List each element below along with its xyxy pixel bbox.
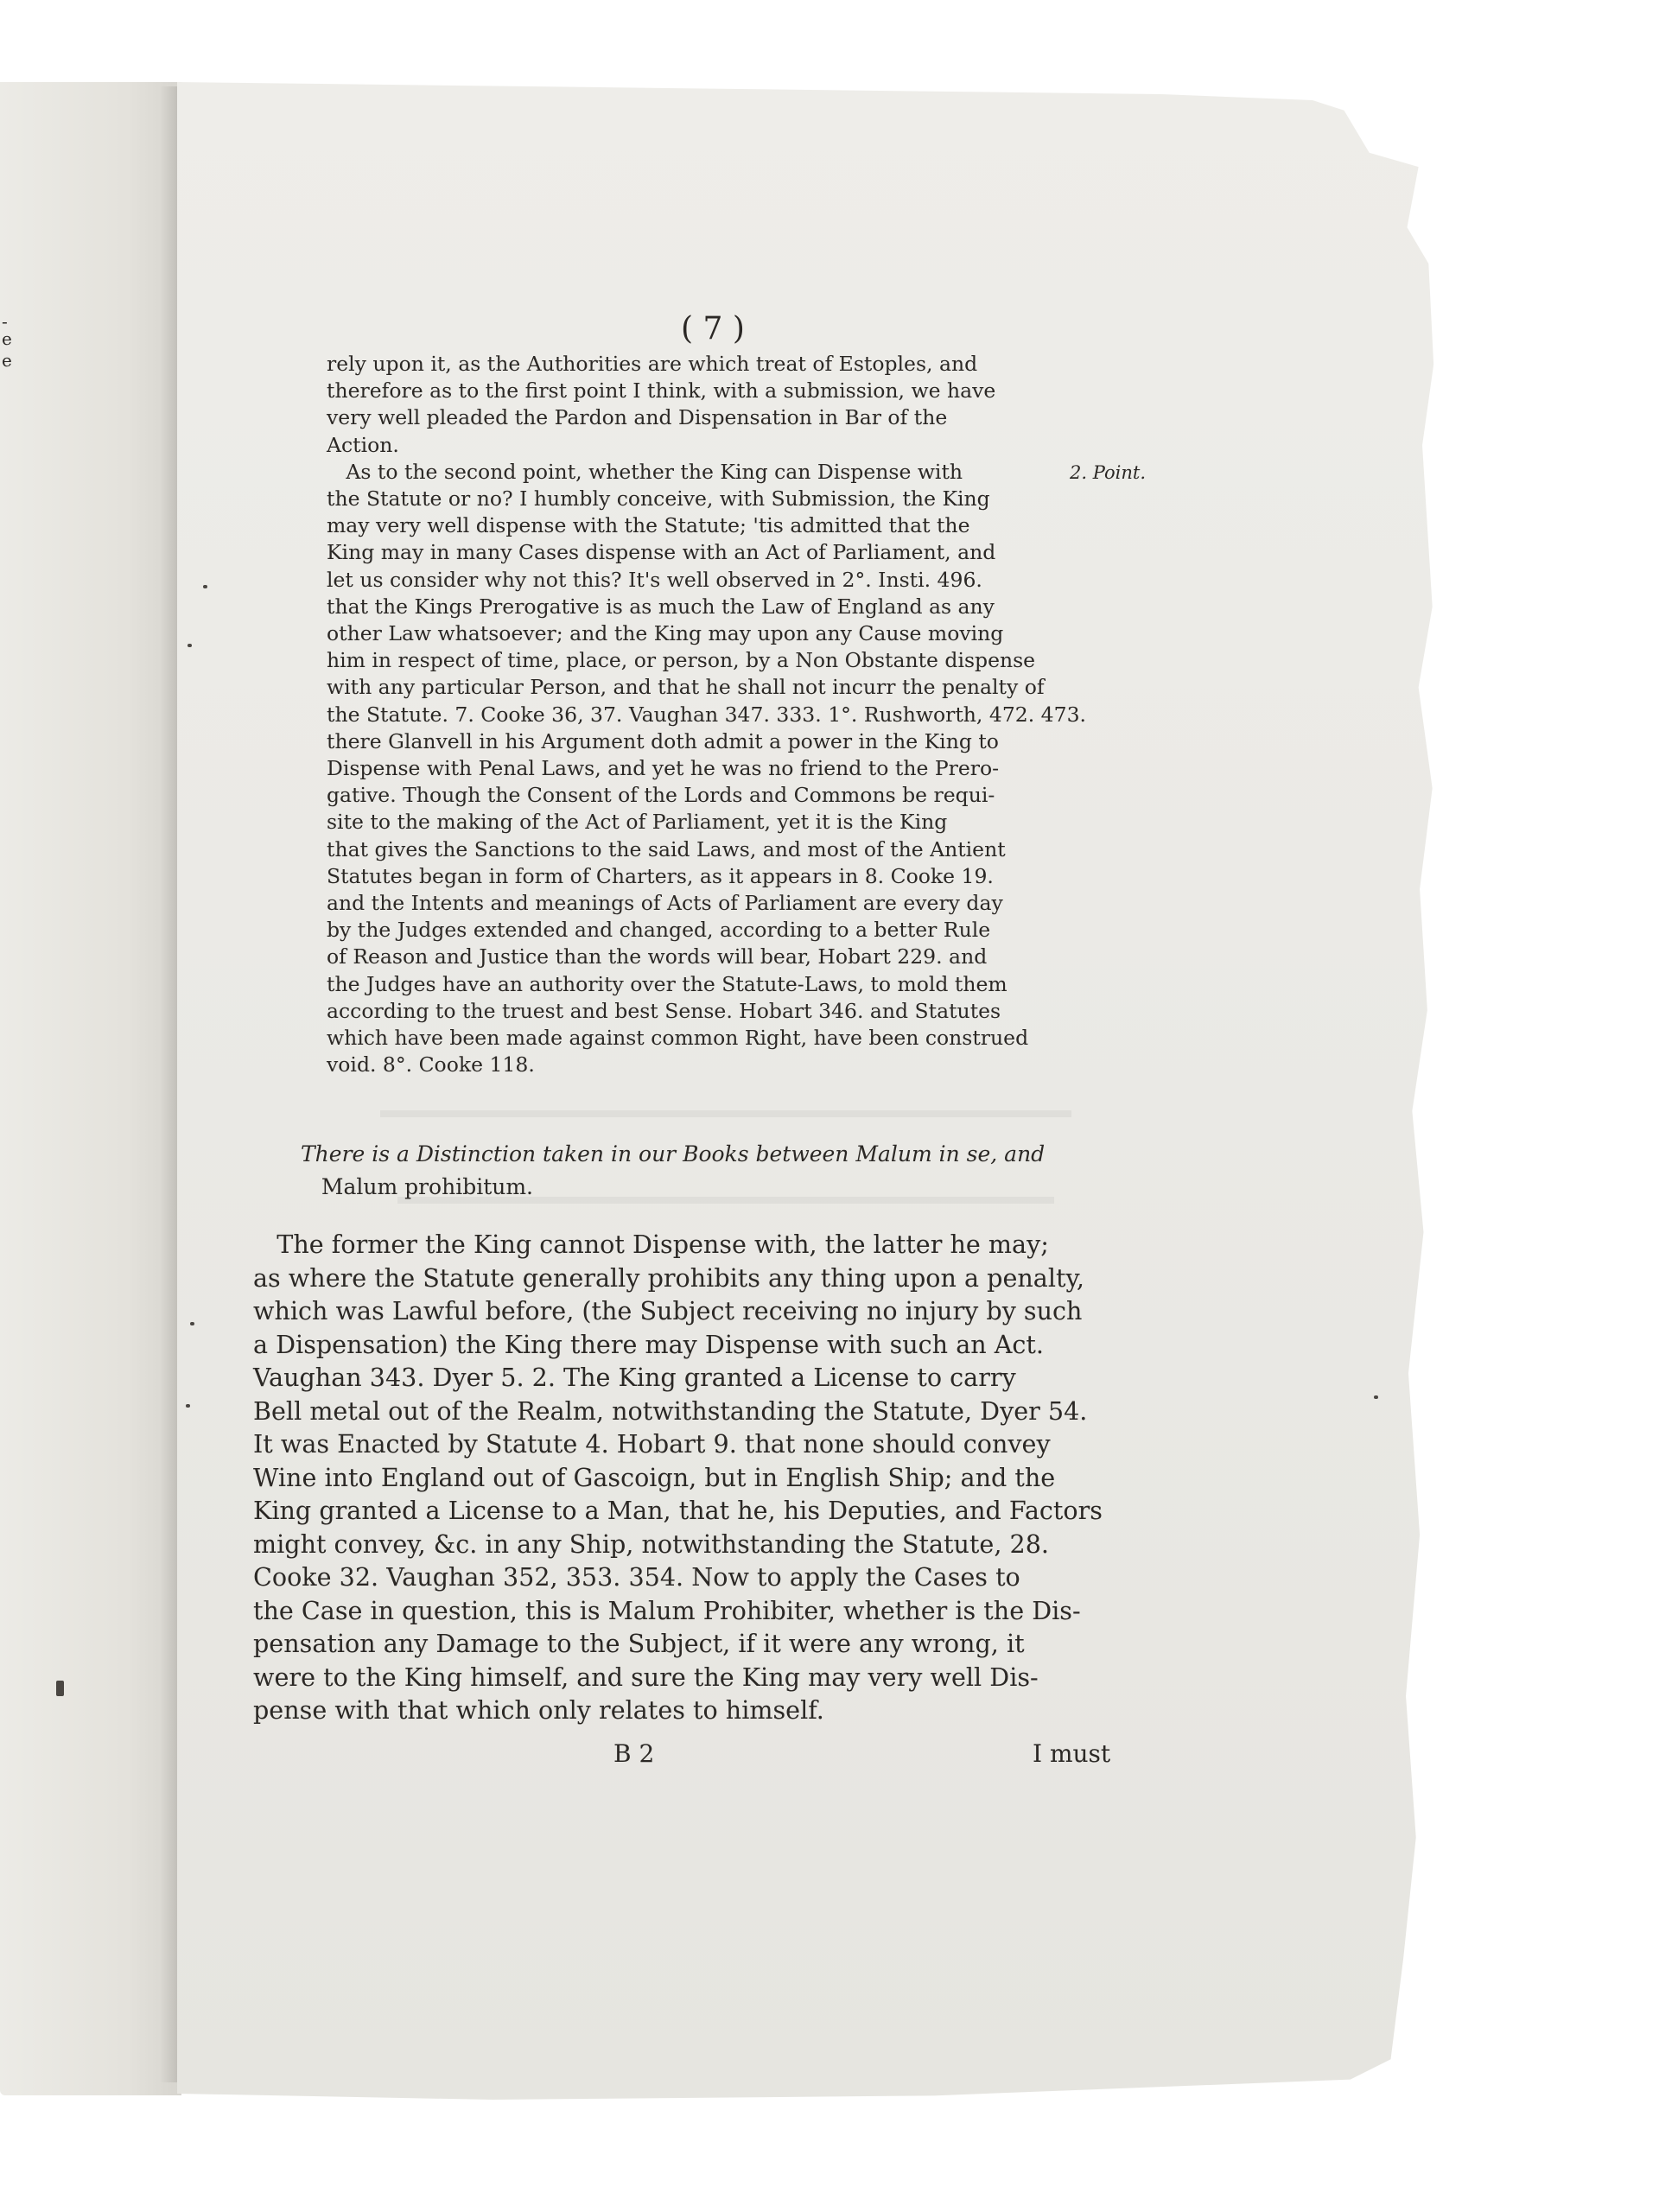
text-line: and the Intents and meanings of Acts of Parliament are every day (327, 891, 1003, 916)
text-line: which was Lawful before, (the Subject receiving no injury by such (253, 1296, 1083, 1325)
text-line: the Case in question, this is Malum Prohibiter, whether is the Dis- (253, 1595, 1081, 1625)
text-line: the Judges have an authority over the Statute-Laws, to mold them (327, 971, 1007, 996)
text-line: with any particular Person, and that he shall not incurr the penalty of (327, 675, 1045, 700)
left-edge-mark: - (2, 311, 8, 332)
text-line: were to the King himself, and sure the King may very well Dis- (253, 1662, 1039, 1692)
text-line: As to the second point, whether the King can Dispense with (327, 459, 963, 484)
signature-mark: B 2 (613, 1739, 655, 1768)
text-line: as where the Statute generally prohibits any thing upon a penalty, (253, 1262, 1084, 1293)
text-line: King may in many Cases dispense with an Act of Parliament, and (327, 540, 996, 565)
ink-speck (188, 644, 192, 647)
left-edge-mark: e (2, 328, 12, 349)
text-line: Dispense with Penal Laws, and yet he was no friend to the Prero- (327, 756, 1000, 781)
text-line: pensation any Damage to the Subject, if it were any wrong, it (253, 1629, 1025, 1658)
text-line: that gives the Sanctions to the said Laws, and most of the Antient (327, 836, 1006, 861)
text-line: by the Judges extended and changed, according to a better Rule (327, 918, 991, 943)
distinction-heading (301, 1138, 1045, 1204)
catchword: I must (1033, 1739, 1111, 1768)
text-line: Malum prohibitum. (301, 1174, 533, 1199)
text-line: Cooke 32. Vaughan 352, 353. 354. Now to apply the Cases to (253, 1562, 1020, 1592)
text-line: Action. (327, 432, 399, 457)
text-line: gative. Though the Consent of the Lords and Commons be requi- (327, 783, 995, 808)
text-line: a Dispensation) the King there may Dispense with such an Act. (253, 1329, 1044, 1359)
text-line: other Law whatsoever; and the King may upon any Cause moving (327, 621, 1004, 646)
text-line: that the Kings Prerogative is as much the Law of England as any (327, 594, 995, 619)
text-line: may very well dispense with the Statute; 'tis admitted that the (327, 513, 970, 538)
text-line: pense with that which only relates to himself. (253, 1695, 824, 1725)
text-line: Wine into England out of Gascoign, but in English Ship; and the (253, 1462, 1056, 1492)
text-line: very well pleaded the Pardon and Dispensation in Bar of the (327, 405, 948, 430)
text-line: There is a Distinction taken in our Books between Malum in se, and (301, 1141, 1046, 1166)
text-line: therefore as to the first point I think, with a submission, we have (327, 378, 996, 404)
ink-speck (1374, 1395, 1378, 1399)
ink-speck (186, 1404, 190, 1408)
text-line: let us consider why not this? It's well observed in 2°. Insti. 496. (327, 567, 982, 592)
text-line: of Reason and Justice than the words will bear, Hobart 229. and (327, 944, 988, 969)
text-line: rely upon it, as the Authorities are which treat of Estoples, and (327, 352, 978, 376)
left-edge-mark: e (2, 350, 12, 371)
text-line: The former the King cannot Dispense with, the latter he may; (253, 1230, 1049, 1259)
ink-speck (203, 585, 207, 588)
margin-note: 2. Point. (1070, 462, 1146, 483)
text-line: there Glanvell in his Argument doth admit a power in the King to (327, 728, 999, 753)
ink-speck (190, 1322, 194, 1325)
text-line: King granted a License to a Man, that he, his Deputies, and Factors (253, 1496, 1103, 1525)
text-line: according to the truest and best Sense. Hobart 346. and Statutes (327, 998, 1001, 1023)
text-line: void. 8°. Cooke 118. (327, 1052, 535, 1077)
text-line: Statutes began in form of Charters, as it appears in 8. Cooke 19. (327, 863, 994, 888)
text-line: Vaughan 343. Dyer 5. 2. The King granted a License to carry (253, 1363, 1016, 1392)
page-number: ( 7 ) (681, 311, 745, 346)
text-line: him in respect of time, place, or person, by a Non Obstante dispense (327, 648, 1036, 673)
text-line: Bell metal out of the Realm, notwithstanding the Statute, Dyer 54. (253, 1395, 1088, 1426)
text-line: site to the making of the Act of Parliament, yet it is the King (327, 810, 948, 835)
ink-speck (56, 1681, 64, 1696)
paragraph-block-1 (327, 351, 1086, 1078)
paragraph-block-3 (253, 1228, 1103, 1727)
show-through-text (380, 1110, 1071, 1117)
text-line: It was Enacted by Statute 4. Hobart 9. that none should convey (253, 1429, 1051, 1459)
text-line: might convey, &c. in any Ship, notwithstanding the Statute, 28. (253, 1529, 1049, 1559)
text-line: the Statute or no? I humbly conceive, with Submission, the King (327, 486, 990, 512)
text-line: the Statute. 7. Cooke 36, 37. Vaughan 347. 333. 1°. Rushworth, 472. 473. (327, 702, 1086, 727)
text-line: which have been made against common Right, have been construed (327, 1026, 1029, 1051)
facing-left-page (0, 82, 181, 2095)
